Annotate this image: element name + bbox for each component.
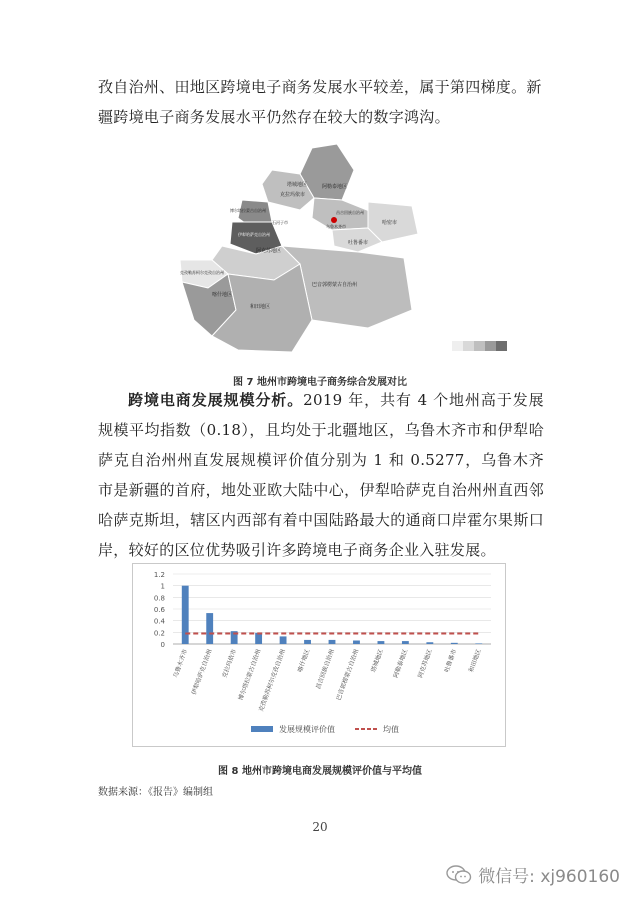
y-tick-1: 0.2 [153,629,165,638]
x-tick-8: 塔城地区 [370,648,385,674]
legend-swatch-4 [485,341,496,351]
y-tick-0: 0 [160,641,165,649]
bar-11 [451,643,458,644]
bar-chart [133,564,505,746]
x-tick-6: 昌吉回族自治州 [314,648,336,691]
map-label-hotan: 和田地区 [250,304,271,310]
bar-8 [377,641,384,644]
map-label-urumqi: 乌鲁木齐市 [326,224,346,229]
page-number: 20 [312,820,328,834]
intro-line-1: 孜自治州、田地区跨境电子商务发展水平较差，属于第四梯度。新 [98,78,542,96]
xinjiang-map [172,140,512,370]
map-label-bortala: 博尔塔拉蒙古自治州 [230,208,266,213]
analysis-paragraph [98,385,544,565]
intro-line-2: 疆跨境电子商务发展水平仍然存在较大的数字鸿沟。 [98,108,450,126]
y-tick-4: 0.8 [153,594,165,603]
bar-6 [329,640,336,644]
chart-caption: 图 8 地州市跨境电商发展规模评价值与平均值 [218,766,422,777]
bar-3 [255,633,262,644]
legend-swatch-5 [496,341,507,351]
x-tick-2: 克拉玛依市 [221,648,239,679]
legend-bar-swatch [251,726,273,732]
chart-frame [132,563,506,747]
map-label-shihezi: 石河子市 [272,220,288,225]
x-tick-11: 吐鲁番市 [443,648,459,674]
map-label-turpan: 吐鲁番市 [348,240,369,246]
bar-12 [475,643,482,644]
bar-4 [280,636,287,644]
map-caption: 图 7 地州市跨境电子商务综合发展对比 [233,377,407,388]
watermark [446,862,620,887]
map-label-altay: 阿勒泰地区 [322,184,348,190]
y-tick-5: 1 [160,582,165,591]
data-source: 数据来源：《报告》编制组 [98,787,213,798]
map-label-kizilsu: 克孜勒苏柯尔克孜自治州 [180,270,224,275]
map-label-changji: 昌吉回族自治州 [336,210,364,215]
bar-1 [206,613,213,644]
legend-line-label: 均值 [383,725,399,734]
watermark-text: 微信号: xj960160 [478,867,620,887]
bar-0 [182,586,189,644]
map-label-bayingol: 巴音郭楞蒙古自治州 [312,282,358,288]
wechat-icon [446,865,472,885]
bar-5 [304,640,311,644]
x-tick-5: 喀什地区 [296,648,312,674]
map-label-hami: 哈密市 [382,220,398,226]
map-label-tacheng: 塔城地区 [287,182,308,188]
bar-9 [402,641,409,644]
legend-swatch-2 [463,341,474,351]
bar-7 [353,641,360,645]
bar-10 [426,642,433,644]
map-label-kashgar: 喀什地区 [212,292,233,298]
y-tick-2: 0.4 [153,617,165,626]
legend-swatch-1 [452,341,463,351]
legend-swatch-3 [474,341,485,351]
x-tick-0: 乌鲁木齐市 [172,648,190,679]
map-marker-urumqi [331,217,337,223]
legend-bar-label: 发展规模评价值 [279,725,335,734]
map-legend [452,341,507,351]
analysis-heading: 跨境电商发展规模分析。 [128,391,304,409]
x-tick-10: 阿克苏地区 [416,648,434,679]
y-tick-3: 0.6 [153,606,165,614]
map-label-karamay: 克拉玛依市 [280,192,306,198]
x-tick-1: 伊犁哈萨克自治州 [190,648,214,696]
x-tick-3: 博尔塔拉蒙古自治州 [237,648,263,702]
x-tick-4: 克孜勒苏柯尔克孜自治州 [257,648,287,713]
x-tick-9: 阿勒泰地区 [392,648,410,679]
y-tick-6: 1.2 [153,571,165,579]
analysis-body: 2019 年，共有 4 个地州高于发展规模平均指数（0.18），且均处于北疆地区，乌鲁木齐市和伊犁哈萨克自治州州直发展规模评价值分别为 1 和 0.5277，乌鲁木齐市是新疆的首府，地处亚欧大陆中心，伊犁哈萨克自治州州直西邻哈萨克斯坦，辖区内西部有着中国陆路最大的通商口岸霍尔果斯口岸，较好的区位优势吸引许多跨境电子商务企业入驻发展。 [98,391,544,559]
map-label-aksu: 阿克苏地区 [256,248,282,254]
x-tick-12: 和田地区 [467,648,483,674]
x-tick-7: 巴音郭楞蒙古自治州 [335,648,361,702]
map-label-ili: 伊犁哈萨克自治州 [238,232,270,237]
